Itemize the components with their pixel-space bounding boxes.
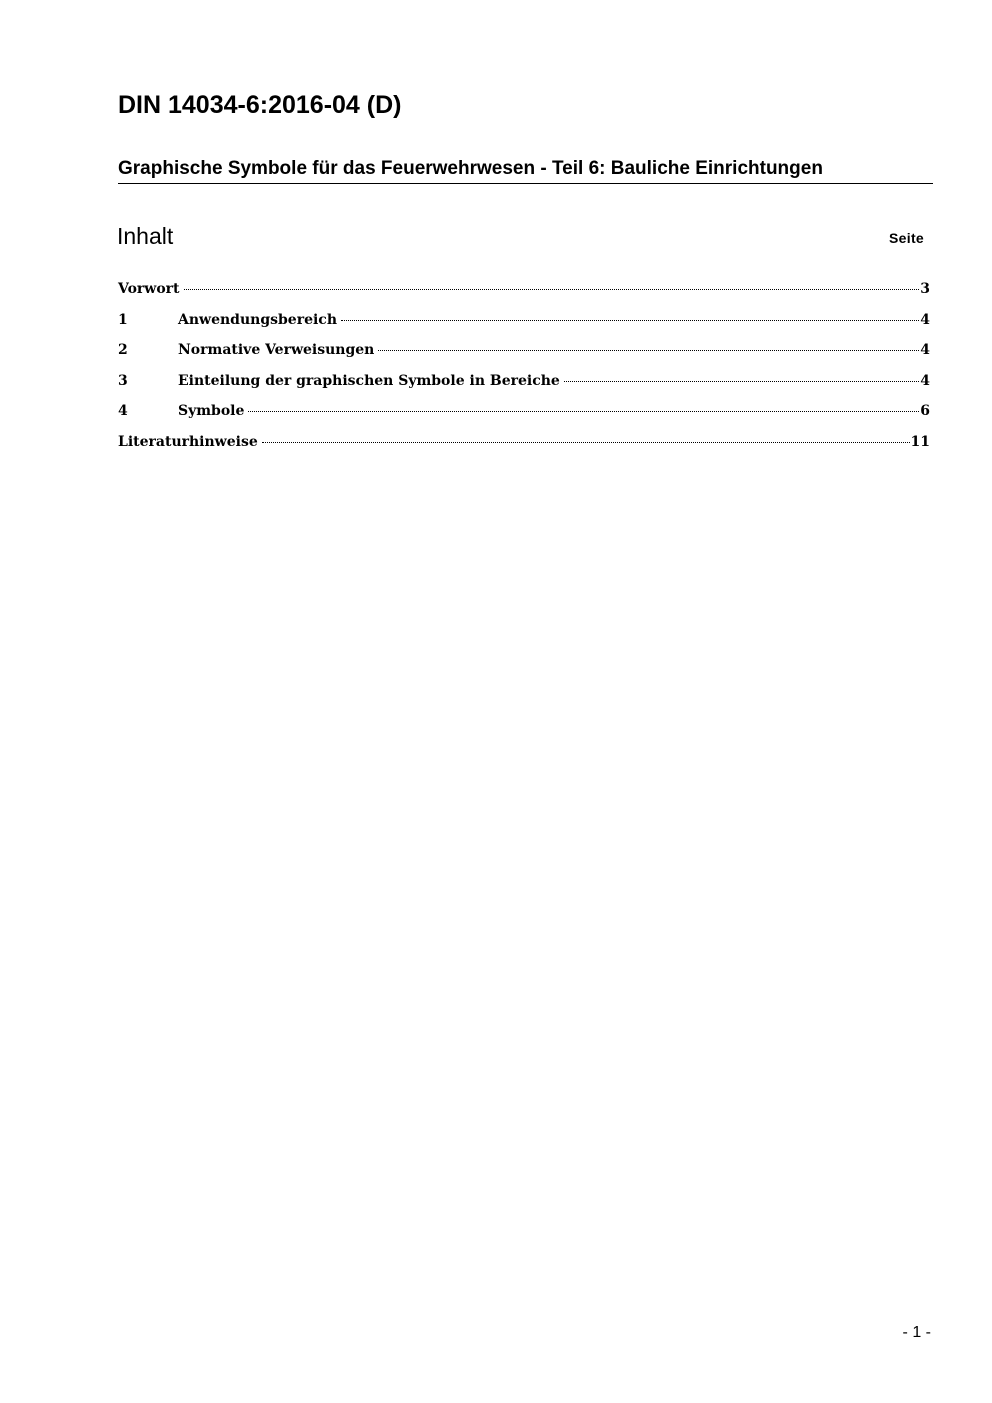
toc-entry-number: 3	[118, 372, 128, 389]
toc-entry-text: Normative Verweisungen	[178, 342, 375, 358]
document-title: DIN 14034-6:2016-04 (D)	[118, 91, 402, 119]
toc-dot-leader	[184, 289, 920, 290]
toc-dot-leader	[564, 381, 919, 382]
toc-entry-vorwort[interactable]	[118, 278, 930, 309]
toc-entry-anwendungsbereich[interactable]	[118, 309, 930, 340]
toc-entry-normative-verweisungen[interactable]	[118, 339, 930, 370]
toc-dot-leader	[248, 411, 919, 412]
toc-entry-number: 1	[118, 311, 128, 328]
table-of-contents	[118, 278, 930, 461]
document-subtitle: Graphische Symbole für das Feuerwehrwesen - Teil 6: Bauliche Einrichtungen	[118, 157, 933, 184]
toc-heading: Inhalt	[117, 223, 174, 249]
toc-entry-text: Literaturhinweise	[118, 433, 258, 450]
toc-entry-text: Symbole	[178, 403, 245, 419]
toc-entry-text: Einteilung der graphischen Symbole in Bereiche	[178, 372, 560, 389]
toc-dot-leader	[341, 320, 919, 321]
toc-page-column-label: Seite	[889, 230, 924, 246]
toc-entry-number: 4	[118, 403, 128, 419]
toc-entry-page: 6	[920, 403, 930, 419]
footer-page-number: - 1 -	[902, 1324, 931, 1341]
toc-entry-page: 11	[910, 433, 930, 450]
toc-dot-leader	[262, 442, 910, 443]
toc-entry-text: Vorwort	[118, 281, 180, 297]
toc-entry-symbole[interactable]	[118, 400, 930, 431]
toc-entry-einteilung[interactable]	[118, 370, 930, 401]
toc-entry-page: 4	[920, 311, 930, 328]
toc-dot-leader	[378, 350, 919, 351]
toc-entry-text: Anwendungsbereich	[178, 311, 337, 328]
toc-entry-page: 4	[920, 372, 930, 389]
toc-entry-number: 2	[118, 342, 128, 358]
toc-entry-page: 4	[920, 342, 930, 358]
toc-entry-literaturhinweise[interactable]	[118, 431, 930, 462]
toc-entry-page: 3	[920, 281, 930, 297]
